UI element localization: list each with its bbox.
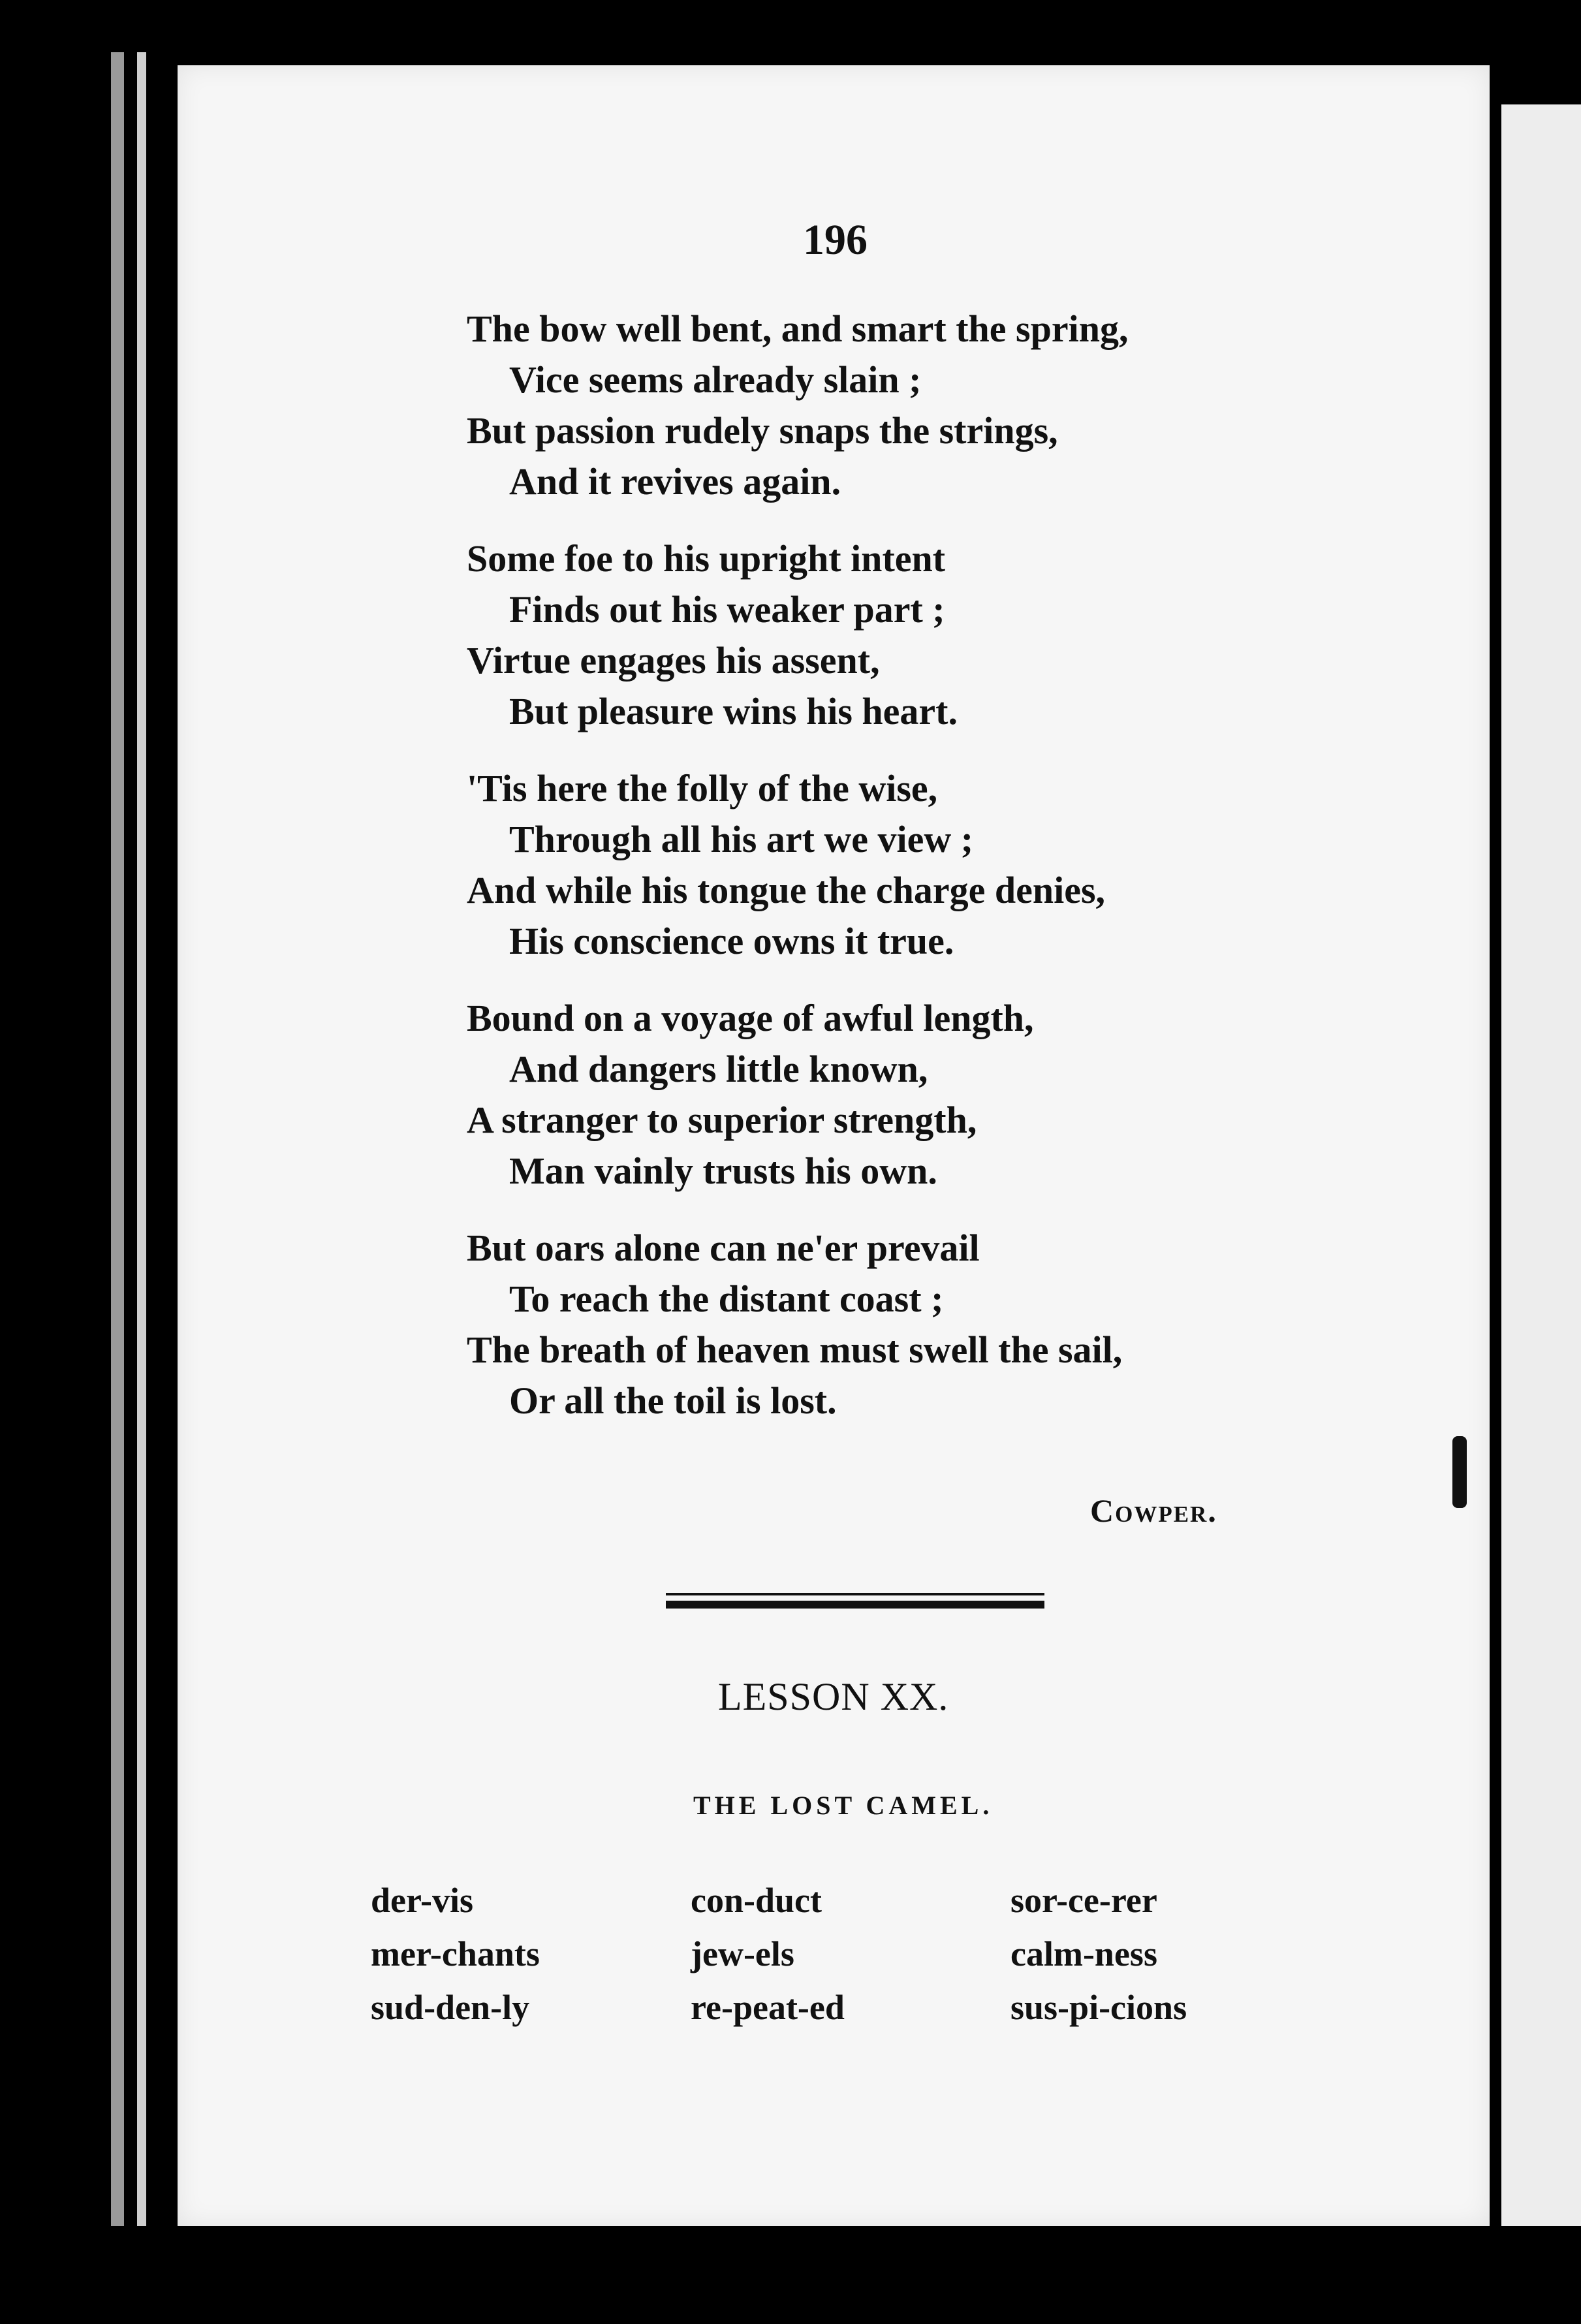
poem-line: And dangers little known, (509, 1048, 928, 1090)
poem-line: 'Tis here the folly of the wise, (467, 767, 938, 809)
poem-line: Man vainly trusts his own. (509, 1150, 937, 1192)
book-spine-edge (111, 52, 124, 2226)
poem-stanza (467, 1223, 1348, 1426)
vocabulary-word: der-vis (371, 1881, 473, 1920)
vocabulary-word: con-duct (691, 1881, 822, 1920)
vocabulary-word: mer-chants (371, 1934, 540, 1973)
poem-stanza (467, 763, 1348, 967)
section-divider-thin (666, 1593, 1044, 1595)
vocabulary-word: sus-pi-cions (1010, 1988, 1187, 2027)
poem-stanza (467, 993, 1348, 1197)
book-page-edge (137, 52, 146, 2226)
lesson-subtitle: THE LOST CAMEL. (693, 1791, 994, 1820)
lesson-title: LESSON XX. (718, 1675, 949, 1718)
poem-line: But oars alone can ne'er prevail (467, 1227, 980, 1269)
vocabulary-word: jew-els (691, 1934, 794, 1973)
poem-author: Cowper. (1090, 1492, 1217, 1529)
poem-line: Finds out his weaker part ; (509, 588, 945, 631)
vocabulary-word: sud-den-ly (371, 1988, 530, 2027)
poem-line: Vice seems already slain ; (509, 358, 922, 401)
vocabulary-list (371, 1874, 1272, 2034)
binding-mark (1452, 1436, 1467, 1508)
poem-line: Bound on a voyage of awful length, (467, 997, 1034, 1039)
poem-line: Or all the toil is lost. (509, 1379, 837, 1422)
poem-line: Some foe to his upright intent (467, 537, 946, 580)
poem-line: A stranger to superior strength, (467, 1099, 977, 1141)
poem-line: Through all his art we view ; (509, 818, 974, 860)
poem-line: And while his tongue the charge denies, (467, 869, 1106, 911)
page-number: 196 (803, 216, 868, 264)
poem-line: But pleasure wins his heart. (509, 690, 958, 732)
poem-stanza (467, 533, 1348, 737)
poem-line: The bow well bent, and smart the spring, (467, 307, 1129, 350)
poem (467, 304, 1348, 1452)
poem-line: Virtue engages his assent, (467, 639, 880, 682)
poem-line: To reach the distant coast ; (509, 1278, 944, 1320)
vocabulary-word: sor-ce-rer (1010, 1881, 1157, 1920)
poem-line: And it revives again. (509, 460, 841, 503)
vocabulary-word: calm-ness (1010, 1934, 1157, 1973)
facing-page (1501, 104, 1581, 2226)
poem-line: The breath of heaven must swell the sail, (467, 1328, 1123, 1371)
poem-stanza (467, 304, 1348, 507)
poem-line: But passion rudely snaps the strings, (467, 409, 1058, 452)
poem-line: His conscience owns it true. (509, 920, 954, 962)
section-divider (666, 1601, 1044, 1609)
vocabulary-word: re-peat-ed (691, 1988, 845, 2027)
